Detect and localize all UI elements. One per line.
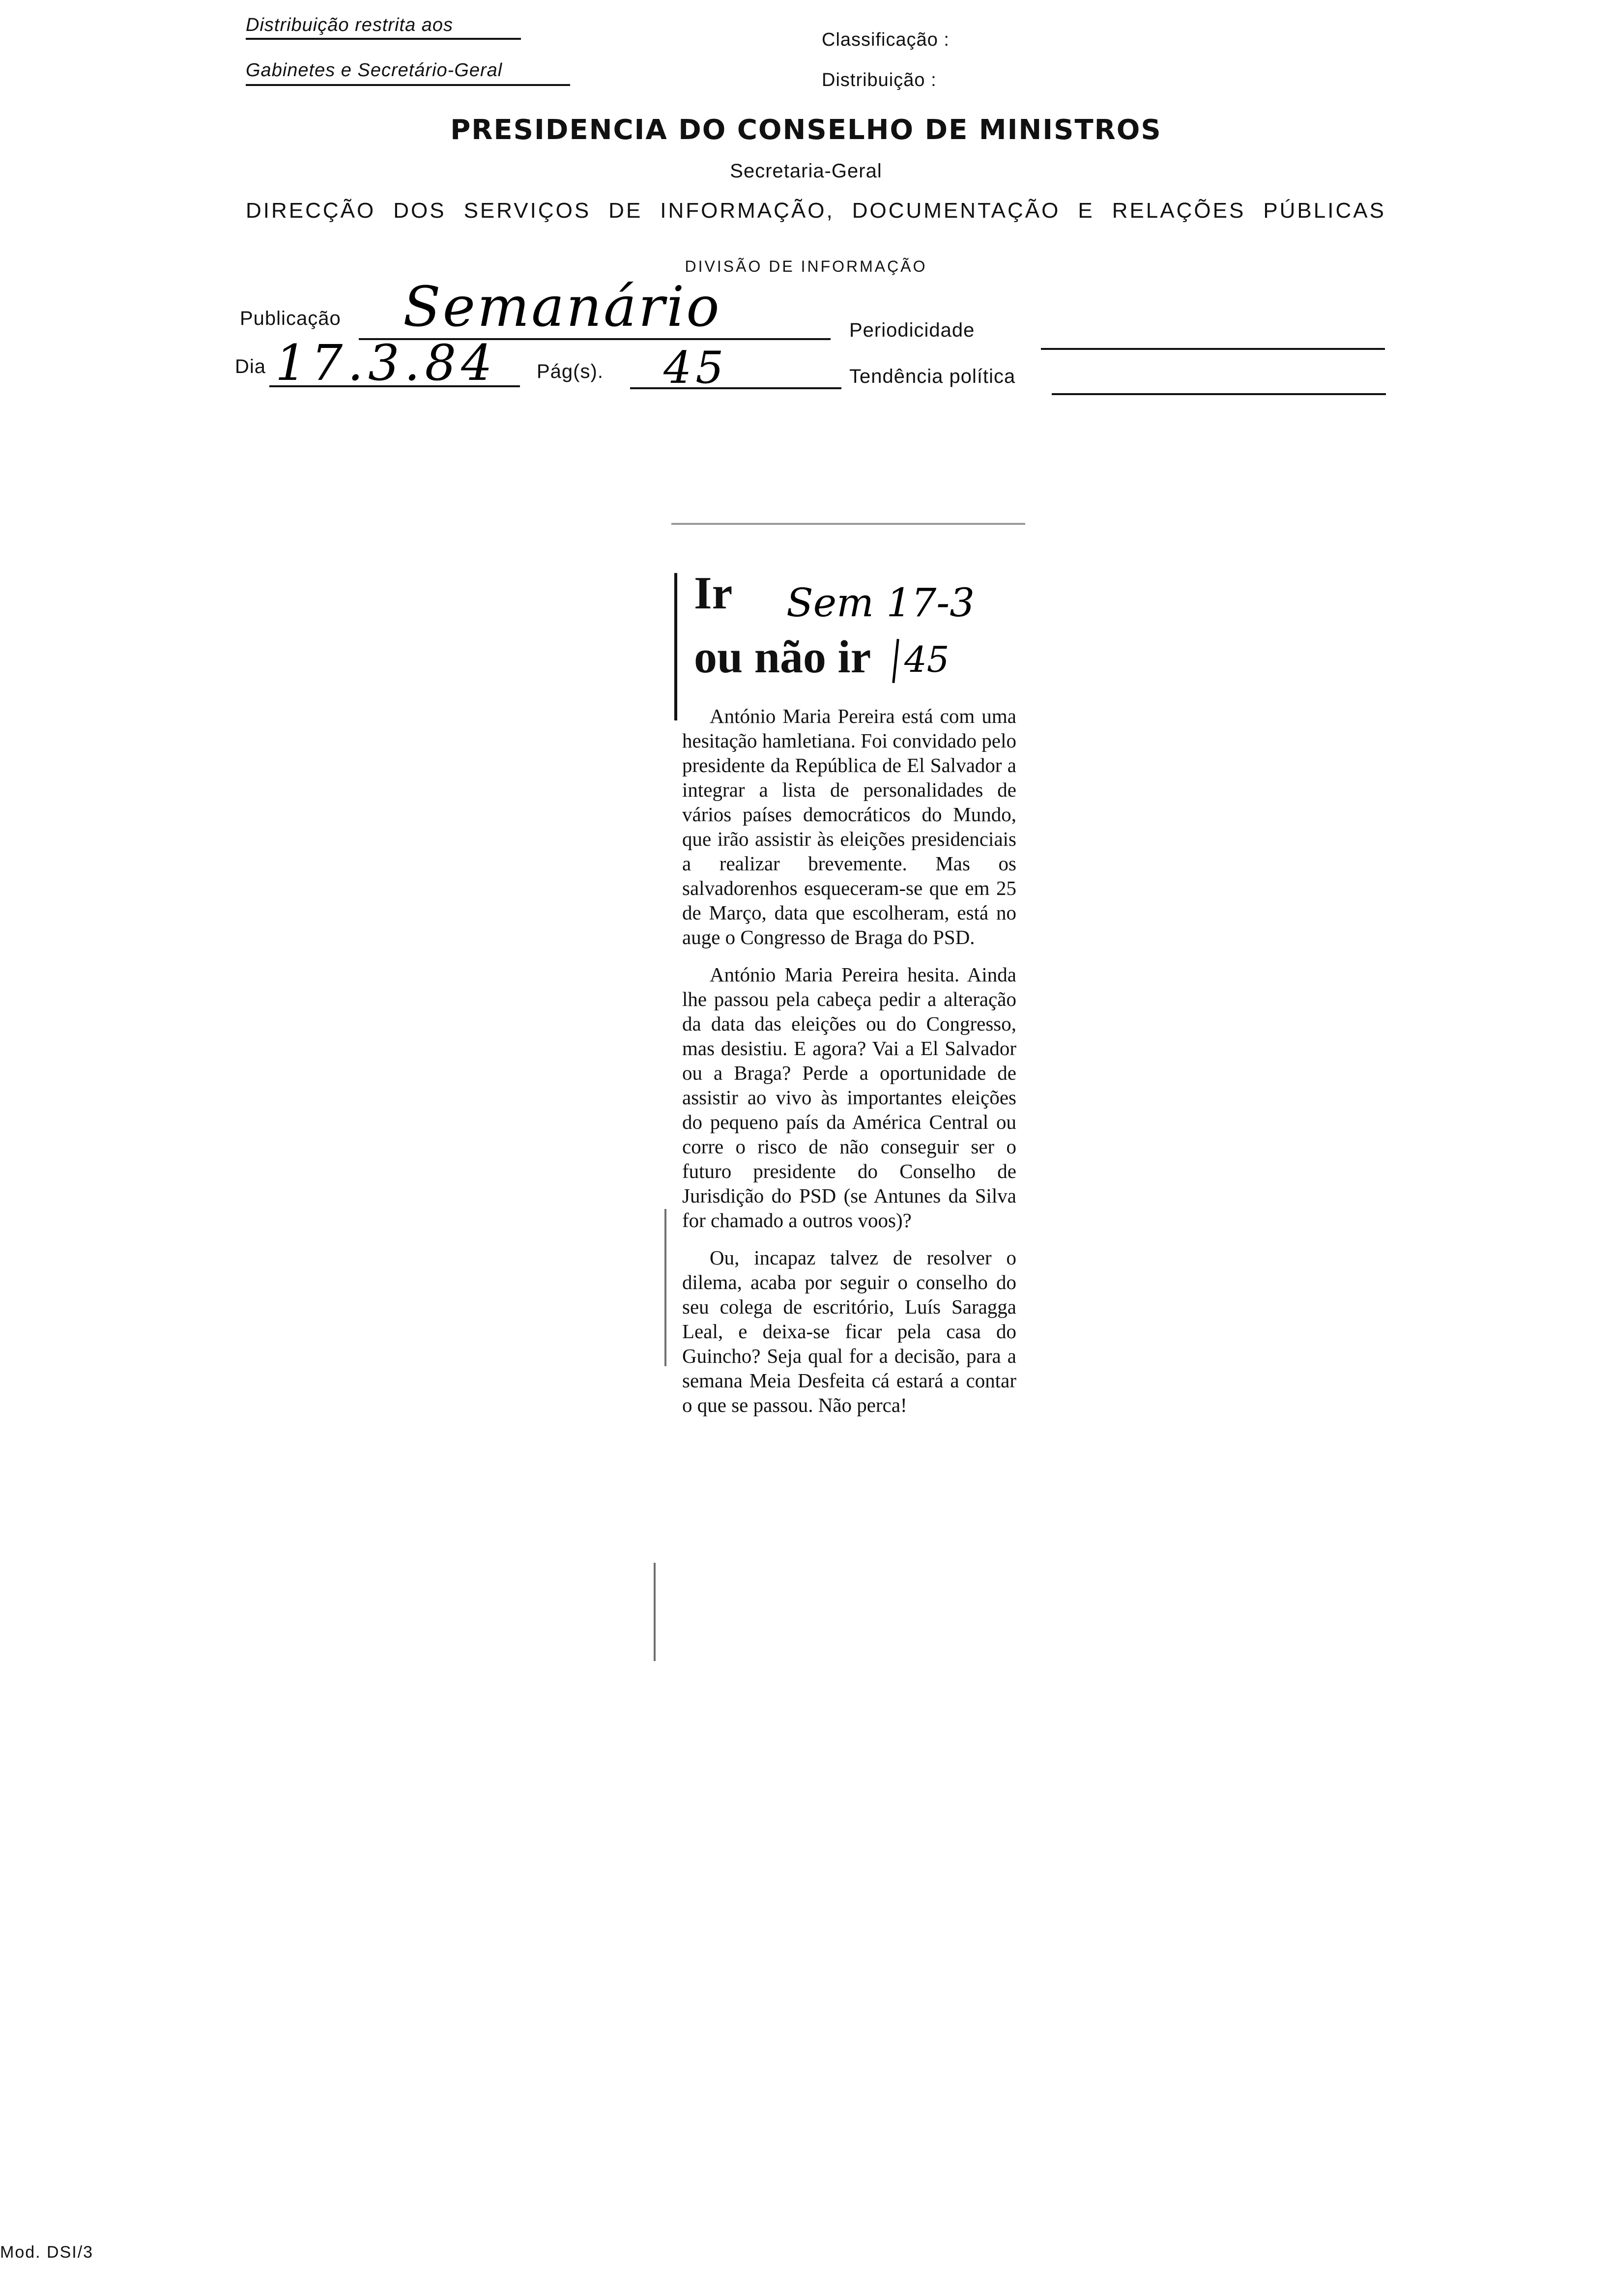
- clipping-handwritten-note: Sem 17-3: [786, 580, 975, 626]
- clipping-title-line2: ou não ir: [694, 631, 871, 683]
- classificacao-label: Classificação :: [822, 29, 950, 50]
- page-title: PRESIDENCIA DO CONSELHO DE MINISTROS: [450, 114, 1162, 146]
- clipping-top-edge: [671, 523, 1025, 525]
- handwritten-stroke: [892, 639, 899, 683]
- pags-label: Pág(s).: [537, 361, 604, 382]
- form-code: Mod. DSI/3: [0, 2243, 94, 2262]
- publicacao-label: Publicação: [240, 308, 341, 329]
- periodicidade-label: Periodicidade: [849, 319, 975, 341]
- direccao-word: DOCUMENTAÇÃO: [852, 199, 1061, 223]
- dia-handwritten-value: 17.3.84: [275, 334, 497, 392]
- clipping-paragraph: António Maria Pereira hesita. Ainda lhe passou pela cabeça pedir a alteração da data das eleições ou do Congresso, mas desistiu. E agora? Vai a El Salvador ou a Braga? Perde a oportunidade de assistir ao vivo às importantes eleições do pequeno país da América Central ou corre o risco de não conseguir ser o futuro presidente do Conselho de Jurisdição do PSD (se Antunes da Silva for chamado a outros voos)?: [682, 963, 1016, 1232]
- tendencia-label: Tendência política: [849, 366, 1016, 387]
- clipping-paragraph: Ou, incapaz talvez de resolver o dilema, acaba por seguir o conselho do seu colega de escritório, Luís Saragga Leal, e deixa-se ficar pela casa do Guincho? Seja qual for a decisão, para a semana Meia Desfeita cá estará a contar o que se passou. Não perca!: [682, 1246, 1016, 1416]
- clipping-edge-mark: [654, 1563, 656, 1661]
- pags-handwritten-value: 45: [663, 342, 728, 394]
- clipping-title-line1: Ir: [694, 568, 733, 619]
- periodicidade-line: [1041, 348, 1385, 350]
- tendencia-line: [1052, 393, 1386, 395]
- direccao-word: DIRECÇÃO: [246, 199, 376, 223]
- clipping-left-rule: [674, 573, 677, 720]
- pags-line: [630, 387, 841, 389]
- clipping-paragraph: António Maria Pereira está com uma hesitação hamletiana. Foi convidado pelo presidente da República de El Salvador a integrar a lista de personalidades de vários países democráticos do Mundo, que irão assistir às eleições presidenciais a realizar brevemente. Mas os salvadorenhos esqueceram-se que em 25 de Março, data que escolheram, está no auge o Congresso de Braga do PSD.: [682, 705, 1016, 948]
- direccao-word: E: [1078, 199, 1094, 223]
- direccao-word: RELAÇÕES: [1112, 199, 1246, 223]
- clipping-handwritten-page: 45: [904, 639, 950, 680]
- distribution-line-1: Distribuição restrita aos: [246, 15, 521, 40]
- dia-label: Dia: [235, 356, 266, 377]
- direccao-word: DE: [608, 199, 643, 223]
- publicacao-handwritten-value: Semanário: [403, 275, 721, 339]
- direccao-word: DOS: [393, 199, 446, 223]
- distribuicao-label: Distribuição :: [822, 70, 937, 90]
- direccao-word: INFORMAÇÃO,: [660, 199, 835, 223]
- direccao-word: PÚBLICAS: [1263, 199, 1386, 223]
- distribution-line-2: Gabinetes e Secretário-Geral: [246, 60, 570, 86]
- divisao-heading: DIVISÃO DE INFORMAÇÃO: [685, 258, 927, 275]
- clipping-edge-mark: [664, 1209, 666, 1366]
- secretaria-subtitle: Secretaria-Geral: [730, 160, 882, 182]
- direccao-word: SERVIÇOS: [463, 199, 591, 223]
- clipping-body: [682, 704, 1016, 1430]
- direccao-heading: [246, 199, 1386, 223]
